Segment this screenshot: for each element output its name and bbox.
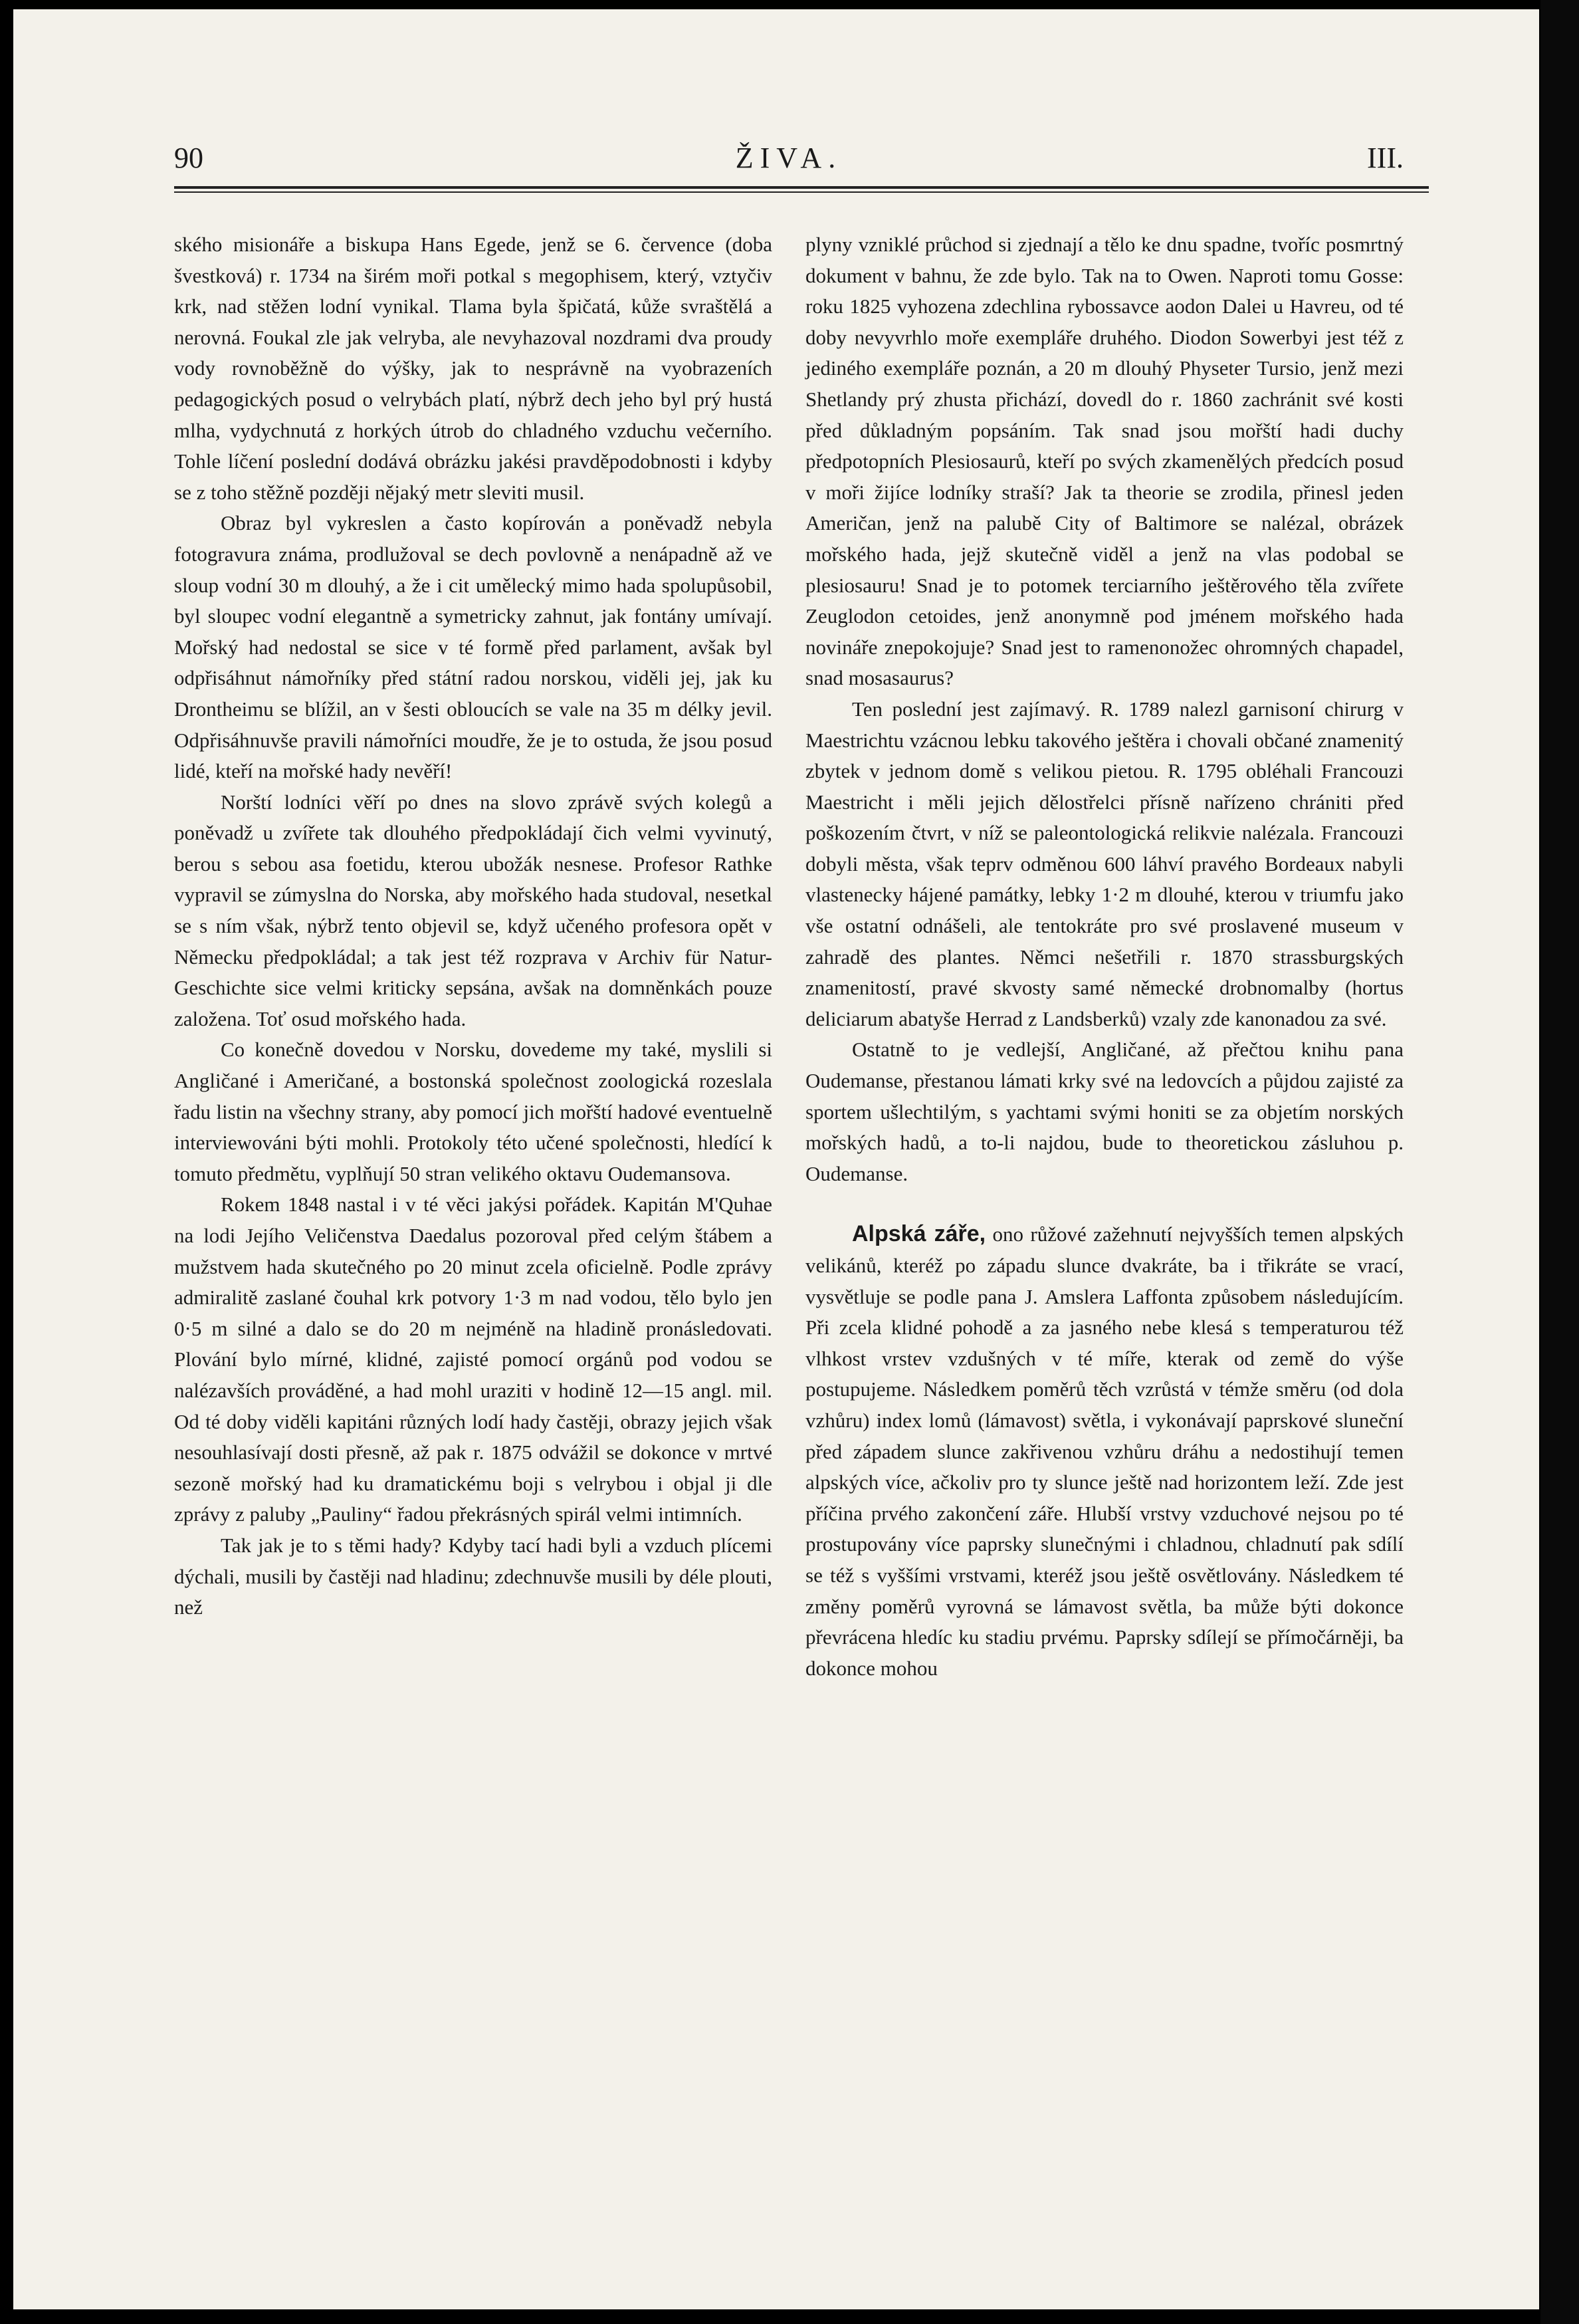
paragraph: ského misionáře a biskupa Hans Egede, jenž se 6. července (doba švestková) r. 1734 na širém moři potkal s megophisem, který, vztyčiv krk, nad stěžen lodní vynikal. Tlama byla špičatá, kůže svraštělá a nerovná. Foukal zle jak velryba, ale nevyhazoval nozdrami dva proudy vody rovnoběžně do výšky, jak to nesprávně na vyobrazeních pedagogických posud o velrybách platí, nýbrž dech jeho byl prý hustá mlha, vydychnutá z horkých útrob do chladného vzduchu večerního. Tohle líčení poslední dodává obrázku jakési pravděpodobnosti i kdyby se z toho stěžně později nějaký metr sleviti musil.	[174, 233, 772, 504]
left-column	[174, 229, 772, 1623]
page-header	[174, 141, 1404, 181]
paragraph: Obraz byl vykreslen a často kopírován a poněvadž nebyla fotogravura známa, prodlužoval se dech povlovně a nenápadně až ve sloup vodní 30 m dlouhý, a že i cit umělecký mimo hada spolupůsobil, byl sloupec vodní elegantně a symetricky zahnut, jak fontány umívají. Mořský had nedostal se sice v té formě před parlament, avšak byl odpřisáhnut námořníky před státní radou norskou, viděli jej, jak ku Drontheimu se blížil, an v šesti obloucích se vale na 35 m délky jevil. Odpřisáhnuvše pravili námořníci moudře, že je to ostuda, že jsou posud lidé, kteří na mořské hady nevěří!	[174, 511, 772, 783]
section-text: ono růžové zažehnutí nejvyšších temen alpských velikánů, kteréž po západu slunce dvakráte, ba i třikráte se vrací, vysvětluje se podle pana J. Amslera Laffonta způsobem následujícím. Při zcela klidné pohodě a za jasného nebe klesá s temperaturou též vlhkost vrstev vzdušných v té míře, kterak od země do výše postupujeme. Následkem poměrů těch vzrůstá v témže směru (od dola vzhůru) index lomů (lámavost) světla, i vykonávají paprskové sluneční před západem slunce zakřivenou vzhůru dráhu a nedostihují temen alpských více, ačkoliv pro ty slunce ještě nad horizontem leží. Zde jest příčina prvého zakončení záře. Hlubší vrstvy vzduchové nejsou po té prostupovány více paprsky slunečnými i chladnou, chladnutí pak sdílí se též s vyššími vrstvami, kteréž jsou ještě osvětlovány. Následkem té změny poměrů vyrovná se lámavost světla, ba může býti dokonce převrácena hledíc ku stadiu prvému. Paprsky sdílejí se přímočárněji, ba dokonce mohou	[805, 1222, 1404, 1680]
journal-title: ŽIVA.	[735, 142, 843, 174]
paragraph: plyny vzniklé průchod si zjednají a tělo ke dnu spadne, tvoříc posmrtný dokument v bahnu, že zde bylo. Tak na to Owen. Naproti tomu Gosse: roku 1825 vyhozena zdechlina rybossavce aodon Dalei u Havreu, od té doby nevyvrhlo moře exempláře druhého. Diodon Sowerbyi jest též z jediného exempláře poznán, a 20 m dlouhý Physeter Tursio, jenž mezi Shetlandy prý zhusta přichází, dovedl do r. 1860 zachránit své kosti před důkladným popsáním. Tak snad jsou mořští hadi duchy předpotopních Plesiosaurů, kteří po svých zkamenělých předcích posud v moři žijíce lodníky straší? Jak ta theorie se zrodila, přinesl jeden Američan, jenž na palubě City of Baltimore se nalézal, obrázek mořského hada, jejž skutečně viděl a jenž na vlas podobal se plesiosauru! Snad je to potomek terciarního ještěrového těla zvířete Zeuglodon cetoides, jenž anonymně pod jménem mořského hada novináře znepokojuje? Snad jest to ramenonožec ohromných chapadel, snad mosasaurus?	[805, 233, 1404, 690]
paragraph: Tak jak je to s těmi hady? Kdyby tací hadi byli a vzduch plícemi dýchali, musili by častěji nad hladinu; zdechnuvše musili by déle plouti, než	[174, 1533, 772, 1619]
header-rule	[174, 186, 1429, 193]
paragraph: Ostatně to je vedlejší, Angličané, až přečtou knihu pana Oudemanse, přestanou lámati krky své na ledovcích a půjdou zajisté za sportem ušlechtilým, s yachtami svými honiti se za objetím norských mořských hadů, a to-li najdou, bude to theoretickou zásluhou p. Oudemanse.	[805, 1038, 1404, 1185]
paragraph: Co konečně dovedou v Norsku, dovedeme my také, myslili si Angličané i Američané, a bostonská společnost zoologická rozeslala řadu listin na všechny strany, aby pomocí jich mořští hadové eventuelně interviewováni býti mohli. Protokoly této učené společnosti, hledící k tomuto předmětu, vyplňují 50 stran velikého oktavu Oudemansova.	[174, 1038, 772, 1185]
page-number: 90	[174, 142, 203, 174]
scan-edge	[1540, 0, 1579, 2324]
volume-number: III.	[1367, 142, 1404, 174]
alpine-glow-article	[805, 1219, 1404, 1684]
right-column	[805, 229, 1404, 1684]
section-heading: Alpská záře,	[852, 1221, 986, 1247]
paragraph: Rokem 1848 nastal i v té věci jakýsi pořádek. Kapitán M'Quhae na lodi Jejího Veličenstva Daedalus pozoroval před celým štábem a mužstvem hada skutečného po 20 minut zcela oficielně. Podle zprávy admiralitě zaslané čouhal krk potvory 1·3 m nad vodou, tělo bylo jen 0·5 m silné a dalo se do 20 m nejméně na hladině pronásledovati. Plování bylo mírné, klidné, zajisté pomocí orgánů pod vodou se nalézavších prováděné, a had mohl uraziti v hodině 12—15 angl. mil. Od té doby viděli kapitáni různých lodí hady častěji, obrazy jejich však nesouhlasívají dosti přesně, až pak r. 1875 odvážil se dokonce v mrtvé sezoně mořský had ku dramatickému boji s velrybou i objal ji dle zprávy z paluby „Pauliny“ řadou překrásných spirál velmi intimních.	[174, 1193, 772, 1526]
paragraph: Ten poslední jest zajímavý. R. 1789 nalezl garnisoní chirurg v Maestrichtu vzácnou lebku takového ještěra i chovali občané znamenitý zbytek v jednom domě s velikou pietou. R. 1795 obléhali Francouzi Maestricht i měli jejich dělostřelci přísně nařízeno chrániti před poškozením čtvrt, v níž se paleontologická relikvie nalézala. Francouzi dobyli města, však teprv odměnou 600 láhví pravého Bordeaux nabyli vlastenecky hájené památky, lebky 1·2 m dlouhé, kterou v triumfu jako vše ostatní odnášeli, ale tentokráte pro své proslavené museum v zahradě des plantes. Němci nešetřili r. 1870 strassburgských znamenitostí, pravé skvosty samé německé drobnomalby (hortus deliciarum abatyše Herrad z Landsberků) vzaly zde kanonadou za své.	[805, 697, 1404, 1030]
paragraph: Norští lodníci věří po dnes na slovo zprávě svých kolegů a poněvadž u zvířete tak dlouhého předpokládají čich velmi vyvinutý, berou s sebou asa foetidu, kterou ubožák nesnese. Profesor Rathke vypravil se zúmyslna do Norska, aby mořského hada studoval, nesetkal se s ním však, nýbrž tento objevil se, když učeného profesora opět v Německu předpokládal; a tak jest též rozprava v Archiv für Natur-Geschichte sice velmi kriticky sepsána, avšak na domněnkách pouze založena. Toť osud mořského hada.	[174, 790, 772, 1030]
